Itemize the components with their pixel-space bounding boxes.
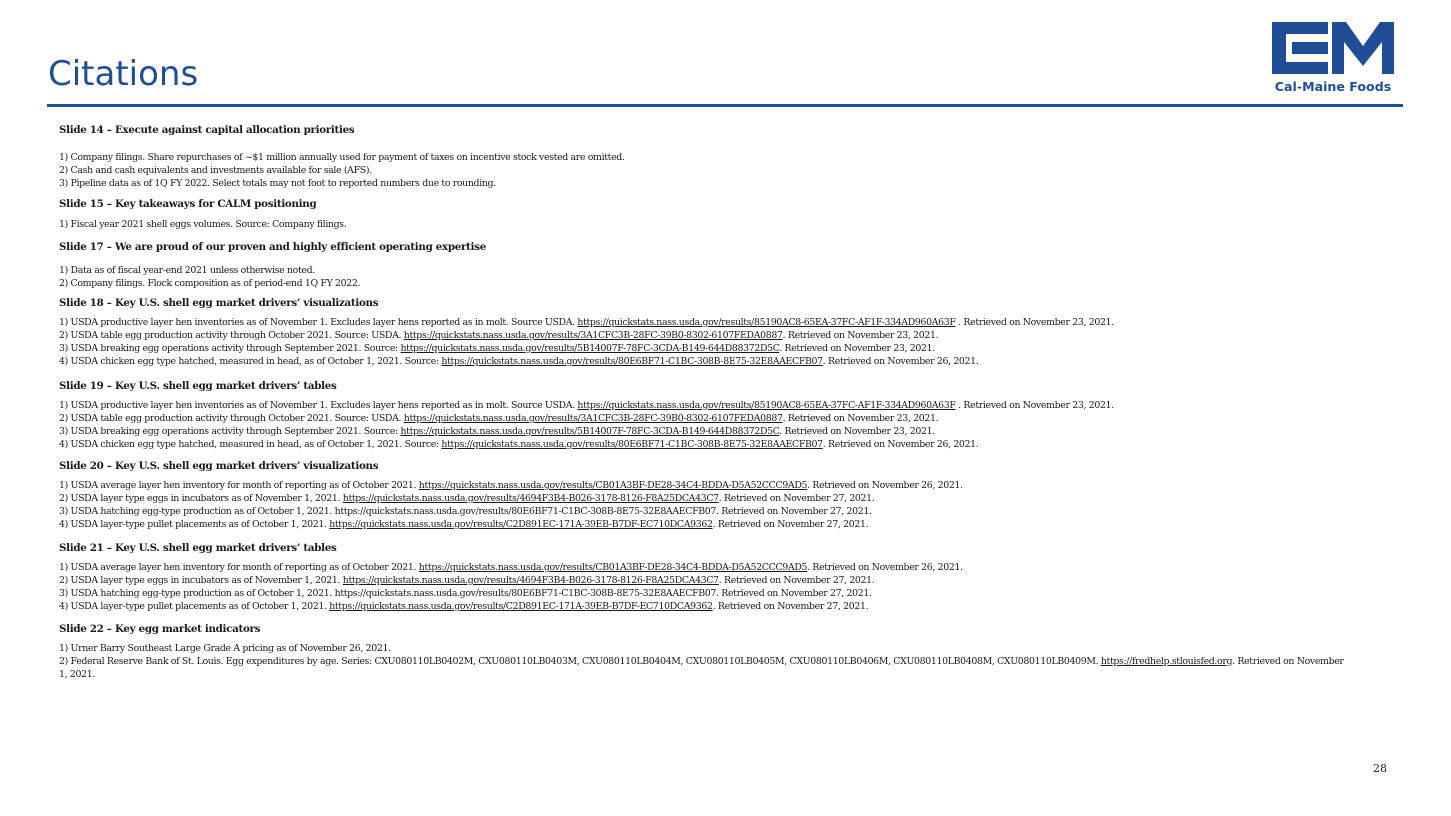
header-divider <box>47 104 1403 107</box>
section-heading: Slide 20 – Key U.S. shell egg market drivers’ visualizations <box>59 460 379 472</box>
citation-suffix: . Retrieved on November 26, 2021. <box>822 356 979 367</box>
citation-item: 1) Data as of fiscal year-end 2021 unless otherwise noted. <box>59 265 315 276</box>
citation-item <box>59 316 1359 329</box>
citation-item: 3) Pipeline data as of 1Q FY 2022. Select totals may not foot to reported numbers due to rounding. <box>59 178 496 189</box>
citation-link[interactable]: https://quickstats.nass.usda.gov/results/CB01A3BF-DE28-34C4-BDDA-D5A52CCC9AD5 <box>418 480 808 491</box>
section-slide-18 <box>59 297 1359 368</box>
page-title: Citations <box>48 54 199 94</box>
citation-text: 2) USDA table egg production activity through October 2021. Source: USDA. <box>59 413 404 424</box>
citation-suffix: . Retrieved on November 27, 2021. <box>718 493 875 504</box>
citation-item <box>59 518 1359 531</box>
citation-item <box>59 399 1359 412</box>
citation-item <box>59 438 1359 451</box>
citation-item <box>59 479 1359 492</box>
citation-text: 2) USDA layer type eggs in incubators as of November 1, 2021. <box>59 575 343 586</box>
citation-suffix: . Retrieved on November 27, 2021. <box>712 601 869 612</box>
citation-suffix: . Retrieved on November 23, 2021. <box>782 413 939 424</box>
section-slide-17 <box>59 241 1359 290</box>
citation-suffix: . Retrieved on November 23, 2021. <box>955 400 1114 411</box>
citation-item <box>59 505 1359 518</box>
citation-link[interactable]: https://quickstats.nass.usda.gov/results/CB01A3BF-DE28-34C4-BDDA-D5A52CCC9AD5 <box>418 562 808 573</box>
citation-link[interactable]: https://quickstats.nass.usda.gov/results/80E6BF71-C1BC-308B-8E75-32E8AAECFB07 <box>441 439 823 450</box>
citation-text: 3) USDA breaking egg operations activity through September 2021. Source: <box>59 343 401 354</box>
citation-link[interactable]: https://quickstats.nass.usda.gov/results/4694F3B4-B026-3178-8126-F8A25DCA43C7 <box>342 493 719 504</box>
citation-link[interactable]: https://quickstats.nass.usda.gov/results/5B14007F-78FC-3CDA-B149-644D88372D5C <box>400 426 780 437</box>
citation-item: 2) Company filings. Flock composition as of period-end 1Q FY 2022. <box>59 278 361 289</box>
section-heading: Slide 15 – Key takeaways for CALM positioning <box>59 198 317 210</box>
citation-item <box>59 342 1359 355</box>
citation-item <box>59 574 1359 587</box>
brand-name: Cal-Maine Foods <box>1274 79 1392 94</box>
citation-text: 3) USDA hatching egg-type production as of October 1, 2021. https://quickstats.nass.usda.gov/results/80E6BF71-C1BC-308B-8E75-32E8AAECFB07. Retrieved on November 27, 2021. <box>59 588 872 599</box>
section-heading: Slide 18 – Key U.S. shell egg market drivers’ visualizations <box>59 297 379 309</box>
citation-suffix: . Retrieved on November 26, 2021. <box>807 480 963 491</box>
section-slide-22 <box>59 623 1359 681</box>
citation-item: 1) Company filings. Share repurchases of ~$1 million annually used for payment of taxes on incentive stock vested are omitted. <box>59 152 625 163</box>
section-slide-19 <box>59 380 1359 451</box>
citation-link[interactable]: https://quickstats.nass.usda.gov/results/3A1CFC3B-28FC-39B0-8302-6107FEDA0887 <box>403 330 783 341</box>
citation-link[interactable]: https://fredhelp.stlouisfed.org <box>1100 656 1233 667</box>
citation-text: 3) USDA breaking egg operations activity through September 2021. Source: <box>59 426 401 437</box>
citation-suffix: . Retrieved on November 1, 2021. <box>59 656 1344 680</box>
citation-suffix: . Retrieved on November 26, 2021. <box>822 439 979 450</box>
citation-item <box>59 655 1349 681</box>
citation-suffix: . Retrieved on November 26, 2021. <box>807 562 963 573</box>
citation-text: 1) USDA productive layer hen inventories as of November 1. Excludes layer hens reported as in molt. Source USDA. <box>59 400 578 411</box>
citation-link[interactable]: https://quickstats.nass.usda.gov/results/80E6BF71-C1BC-308B-8E75-32E8AAECFB07 <box>441 356 823 367</box>
citation-item: 2) Cash and cash equivalents and investments available for sale (AFS). <box>59 165 372 176</box>
citation-suffix: . Retrieved on November 23, 2021. <box>779 343 935 354</box>
cal-maine-logo <box>1270 22 1396 98</box>
citation-text: 2) Federal Reserve Bank of St. Louis. Egg expenditures by age. Series: CXU080110LB0402M, CXU080110LB0403M, CXU080110LB0404M, CXU080110LB0405M, CXU080110LB0406M, CXU080110LB0408M, CXU080110LB0409M. <box>59 656 1101 667</box>
citation-text: 4) USDA layer-type pullet placements as of October 1, 2021. <box>59 519 330 530</box>
section-heading: Slide 17 – We are proud of our proven and highly efficient operating expertise <box>59 241 486 253</box>
section-heading: Slide 21 – Key U.S. shell egg market drivers’ tables <box>59 542 337 554</box>
citation-link[interactable]: https://quickstats.nass.usda.gov/results/85190AC8-65EA-37FC-AF1F-334AD960A63F <box>577 400 956 411</box>
citation-item <box>59 425 1359 438</box>
citation-text: 4) USDA chicken egg type hatched, measured in head, as of October 1, 2021. Source: <box>59 439 442 450</box>
citation-suffix: . Retrieved on November 23, 2021. <box>955 317 1114 328</box>
citation-link[interactable]: https://quickstats.nass.usda.gov/results/3A1CFC3B-28FC-39B0-8302-6107FEDA0887 <box>403 413 783 424</box>
citation-suffix: . Retrieved on November 23, 2021. <box>782 330 939 341</box>
citation-text: 3) USDA hatching egg-type production as of October 1, 2021. https://quickstats.nass.usda.gov/results/80E6BF71-C1BC-308B-8E75-32E8AAECFB07. Retrieved on November 27, 2021. <box>59 506 872 517</box>
citation-text: 2) USDA table egg production activity through October 2021. Source: USDA. <box>59 330 404 341</box>
citation-item <box>59 329 1359 342</box>
citation-text: 1) Urner Barry Southeast Large Grade A pricing as of November 26, 2021. <box>59 643 391 654</box>
citation-suffix: . Retrieved on November 27, 2021. <box>712 519 869 530</box>
section-slide-15 <box>59 198 1359 231</box>
citation-text: 1) USDA average layer hen inventory for month of reporting as of October 2021. <box>59 562 419 573</box>
section-slide-21 <box>59 542 1359 613</box>
section-heading: Slide 22 – Key egg market indicators <box>59 623 261 635</box>
citation-item <box>59 492 1359 505</box>
citation-text: 2) USDA layer type eggs in incubators as of November 1, 2021. <box>59 493 343 504</box>
citation-item: 1) Fiscal year 2021 shell eggs volumes. Source: Company filings. <box>59 219 347 230</box>
citation-text: 1) USDA average layer hen inventory for month of reporting as of October 2021. <box>59 480 419 491</box>
citation-suffix: . Retrieved on November 27, 2021. <box>718 575 875 586</box>
citation-item <box>59 642 1359 655</box>
citation-item <box>59 412 1359 425</box>
citation-item <box>59 587 1359 600</box>
citation-text: 4) USDA layer-type pullet placements as of October 1, 2021. <box>59 601 330 612</box>
section-heading: Slide 19 – Key U.S. shell egg market drivers’ tables <box>59 380 337 392</box>
page-number: 28 <box>1373 762 1387 775</box>
citation-item <box>59 561 1359 574</box>
citation-text: 4) USDA chicken egg type hatched, measured in head, as of October 1, 2021. Source: <box>59 356 442 367</box>
cm-monogram-icon <box>1272 22 1394 74</box>
citation-link[interactable]: https://quickstats.nass.usda.gov/results/C2D891EC-171A-39EB-B7DF-EC710DCA9362 <box>329 601 713 612</box>
section-slide-14 <box>59 124 1359 190</box>
citation-link[interactable]: https://quickstats.nass.usda.gov/results/C2D891EC-171A-39EB-B7DF-EC710DCA9362 <box>329 519 713 530</box>
citation-item <box>59 355 1359 368</box>
citation-link[interactable]: https://quickstats.nass.usda.gov/results/4694F3B4-B026-3178-8126-F8A25DCA43C7 <box>342 575 719 586</box>
citations-body <box>59 124 1359 681</box>
citation-link[interactable]: https://quickstats.nass.usda.gov/results/5B14007F-78FC-3CDA-B149-644D88372D5C <box>400 343 780 354</box>
citation-link[interactable]: https://quickstats.nass.usda.gov/results/85190AC8-65EA-37FC-AF1F-334AD960A63F <box>577 317 956 328</box>
section-heading: Slide 14 – Execute against capital allocation priorities <box>59 124 355 136</box>
citation-suffix: . Retrieved on November 23, 2021. <box>779 426 935 437</box>
section-slide-20 <box>59 460 1359 531</box>
citation-item <box>59 600 1359 613</box>
citation-text: 1) USDA productive layer hen inventories as of November 1. Excludes layer hens reported as in molt. Source USDA. <box>59 317 578 328</box>
